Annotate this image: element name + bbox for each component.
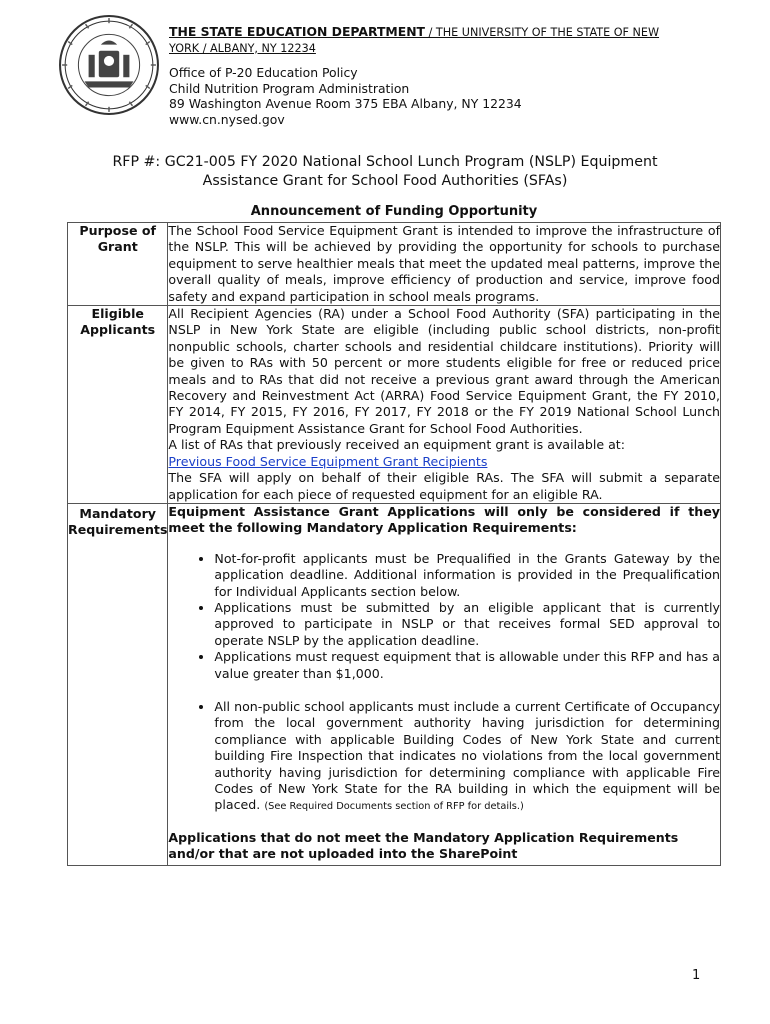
program-name: Child Nutrition Program Administration	[169, 80, 410, 96]
table-row-mandatory	[68, 503, 721, 865]
mandatory-label: Mandatory Requirements	[68, 503, 168, 865]
closing-statement: Applications that do not meet the Mandatory Application Requirements and/or that are not uploaded into the SharePoint	[168, 829, 679, 862]
rfp-title-line-2: Assistance Grant for School Food Authorities (SFAs)	[202, 172, 568, 189]
requirements-list	[168, 551, 720, 816]
eligible-cell	[168, 306, 721, 504]
office-block	[169, 65, 689, 127]
nysed-seal-logo	[58, 14, 160, 116]
purpose-label: Purpose of Grant	[68, 223, 168, 306]
list-item: • Not-for-profit applicants must be Prequalified in the Grants Gateway by the application deadline. Additional information is provided in the Prequalification for Individual Applicants section below.	[214, 551, 720, 600]
rfp-title-line-1: RFP #: GC21-005 FY 2020 National School Lunch Program (NSLP) Equipment	[112, 154, 658, 170]
sfa-apply-paragraph: The SFA will apply on behalf of their eligible RAs. The SFA will submit a separate application for each piece of requested equipment for an eligible RA.	[168, 470, 720, 502]
department-address: YORK / ALBANY, NY 12234	[169, 41, 316, 55]
occupancy-requirement: All non-public school applicants must include a current Certificate of Occupancy from the local government authority having jurisdiction for determining compliance with applicable Building Codes of New York State and current building Fire Inspection that indicates no violations from the local government authority having jurisdiction for determining compliance with applicable Fire Codes of New York State for the RA building in which the equipment will be placed.	[214, 698, 720, 813]
table-row-eligible	[68, 306, 721, 504]
mandatory-cell	[168, 503, 721, 865]
eligible-label: Eligible Applicants	[68, 306, 168, 504]
office-website: www.cn.nysed.gov	[169, 111, 285, 127]
letterhead	[169, 24, 689, 127]
page-number: 1	[692, 968, 701, 983]
list-item	[214, 699, 720, 816]
previous-recipients-link[interactable]: Previous Food Service Equipment Grant Recipients	[168, 453, 488, 469]
department-name: THE STATE EDUCATION DEPARTMENT / THE UNIVERSITY OF THE STATE OF NEW	[169, 24, 660, 39]
mandatory-heading: Equipment Assistance Grant Applications will only be considered if they meet the following Mandatory Application Requirements:	[168, 503, 720, 536]
list-item: • Applications must request equipment that is allowable under this RFP and has a value greater than $1,000.	[214, 649, 720, 682]
announcement-heading: Announcement of Funding Opportunity	[250, 204, 538, 219]
office-name: Office of P-20 Education Policy	[169, 65, 358, 80]
table-row-purpose	[68, 223, 721, 306]
eligible-list-intro: A list of RAs that previously received an equipment grant is available at:	[168, 437, 625, 453]
required-documents-note: (See Required Documents section of RFP for details.)	[264, 801, 524, 813]
grant-info-table	[67, 222, 721, 866]
list-item: • Applications must be submitted by an eligible applicant that is currently approved to participate in NSLP or that receives formal SED approval to operate NSLP by the application deadline.	[214, 600, 720, 649]
office-address: 89 Washington Avenue Room 375 EBA Albany, NY 12234	[169, 96, 522, 111]
rfp-title	[60, 153, 710, 190]
eligible-paragraph: All Recipient Agencies (RA) under a School Food Authority (SFA) participating in the NSLP in New York State are eligible (including public school districts, non-profit nonpublic schools, charter schools and residential childcare institutions). Priority will be given to RAs with 50 percent or more students eligible for free or reduced price meals and to RAs that did not receive a previous grant award through the American Recovery and Reinvestment Act (ARRA) Food Service Equipment Grant, the FY 2010, FY 2014, FY 2015, FY 2016, FY 2017, FY 2018 or the FY 2019 National School Lunch Program Equipment Assistance Grant for School Food Authorities.	[168, 306, 720, 436]
purpose-text: The School Food Service Equipment Grant is intended to improve the infrastructure of the NSLP. This will be achieved by providing the opportunity for schools to purchase equipment to serve healthier meals that meet the updated meal patterns, improve the overall quality of meals, improve efficiency of production and service, improve food safety and expand participation in school meals programs.	[168, 223, 720, 304]
